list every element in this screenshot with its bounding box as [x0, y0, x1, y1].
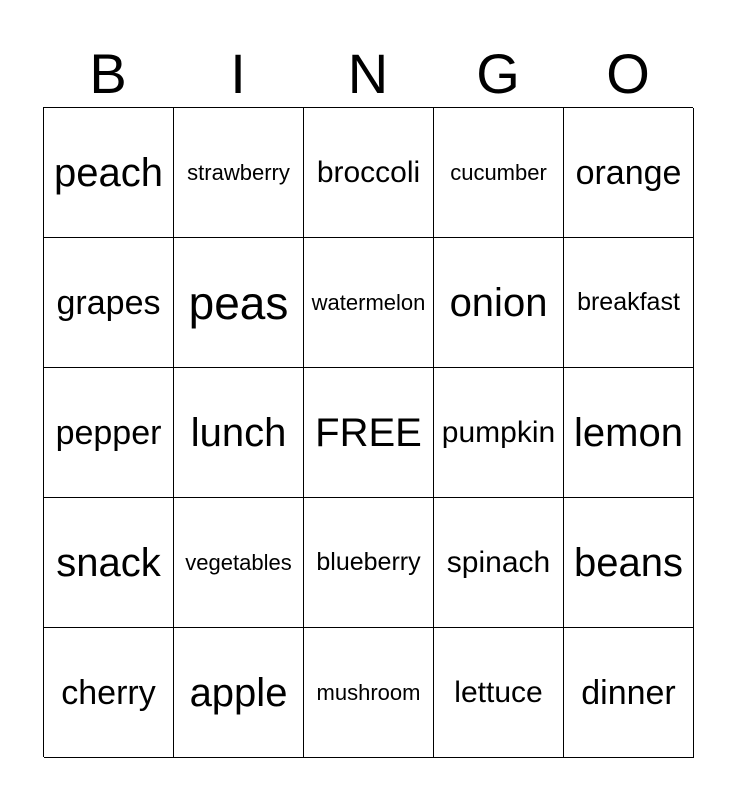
free-space-cell: FREE	[304, 368, 434, 498]
bingo-cell: cherry	[44, 628, 174, 758]
header-letter-o: O	[606, 42, 650, 105]
bingo-cell: peas	[174, 238, 304, 368]
bingo-cell: blueberry	[304, 498, 434, 628]
bingo-cell: spinach	[434, 498, 564, 628]
bingo-cell: pepper	[44, 368, 174, 498]
bingo-cell: lemon	[564, 368, 694, 498]
header-letter-b: B	[89, 42, 127, 105]
bingo-cell: apple	[174, 628, 304, 758]
bingo-board	[43, 107, 693, 757]
bingo-cell: dinner	[564, 628, 694, 758]
bingo-cell: lettuce	[434, 628, 564, 758]
bingo-cell: snack	[44, 498, 174, 628]
header-letter-i: I	[230, 42, 246, 105]
bingo-cell: pumpkin	[434, 368, 564, 498]
bingo-cell: mushroom	[304, 628, 434, 758]
bingo-cell: vegetables	[174, 498, 304, 628]
bingo-cell: cucumber	[434, 108, 564, 238]
header-letter-g: G	[476, 42, 520, 105]
bingo-cell: beans	[564, 498, 694, 628]
bingo-cell: lunch	[174, 368, 304, 498]
bingo-cell: peach	[44, 108, 174, 238]
bingo-cell: broccoli	[304, 108, 434, 238]
bingo-cell: breakfast	[564, 238, 694, 368]
bingo-cell: watermelon	[304, 238, 434, 368]
bingo-cell: onion	[434, 238, 564, 368]
header-letter-n: N	[347, 42, 389, 105]
bingo-header	[43, 40, 693, 108]
bingo-cell: orange	[564, 108, 694, 238]
bingo-cell: grapes	[44, 238, 174, 368]
bingo-cell: strawberry	[174, 108, 304, 238]
